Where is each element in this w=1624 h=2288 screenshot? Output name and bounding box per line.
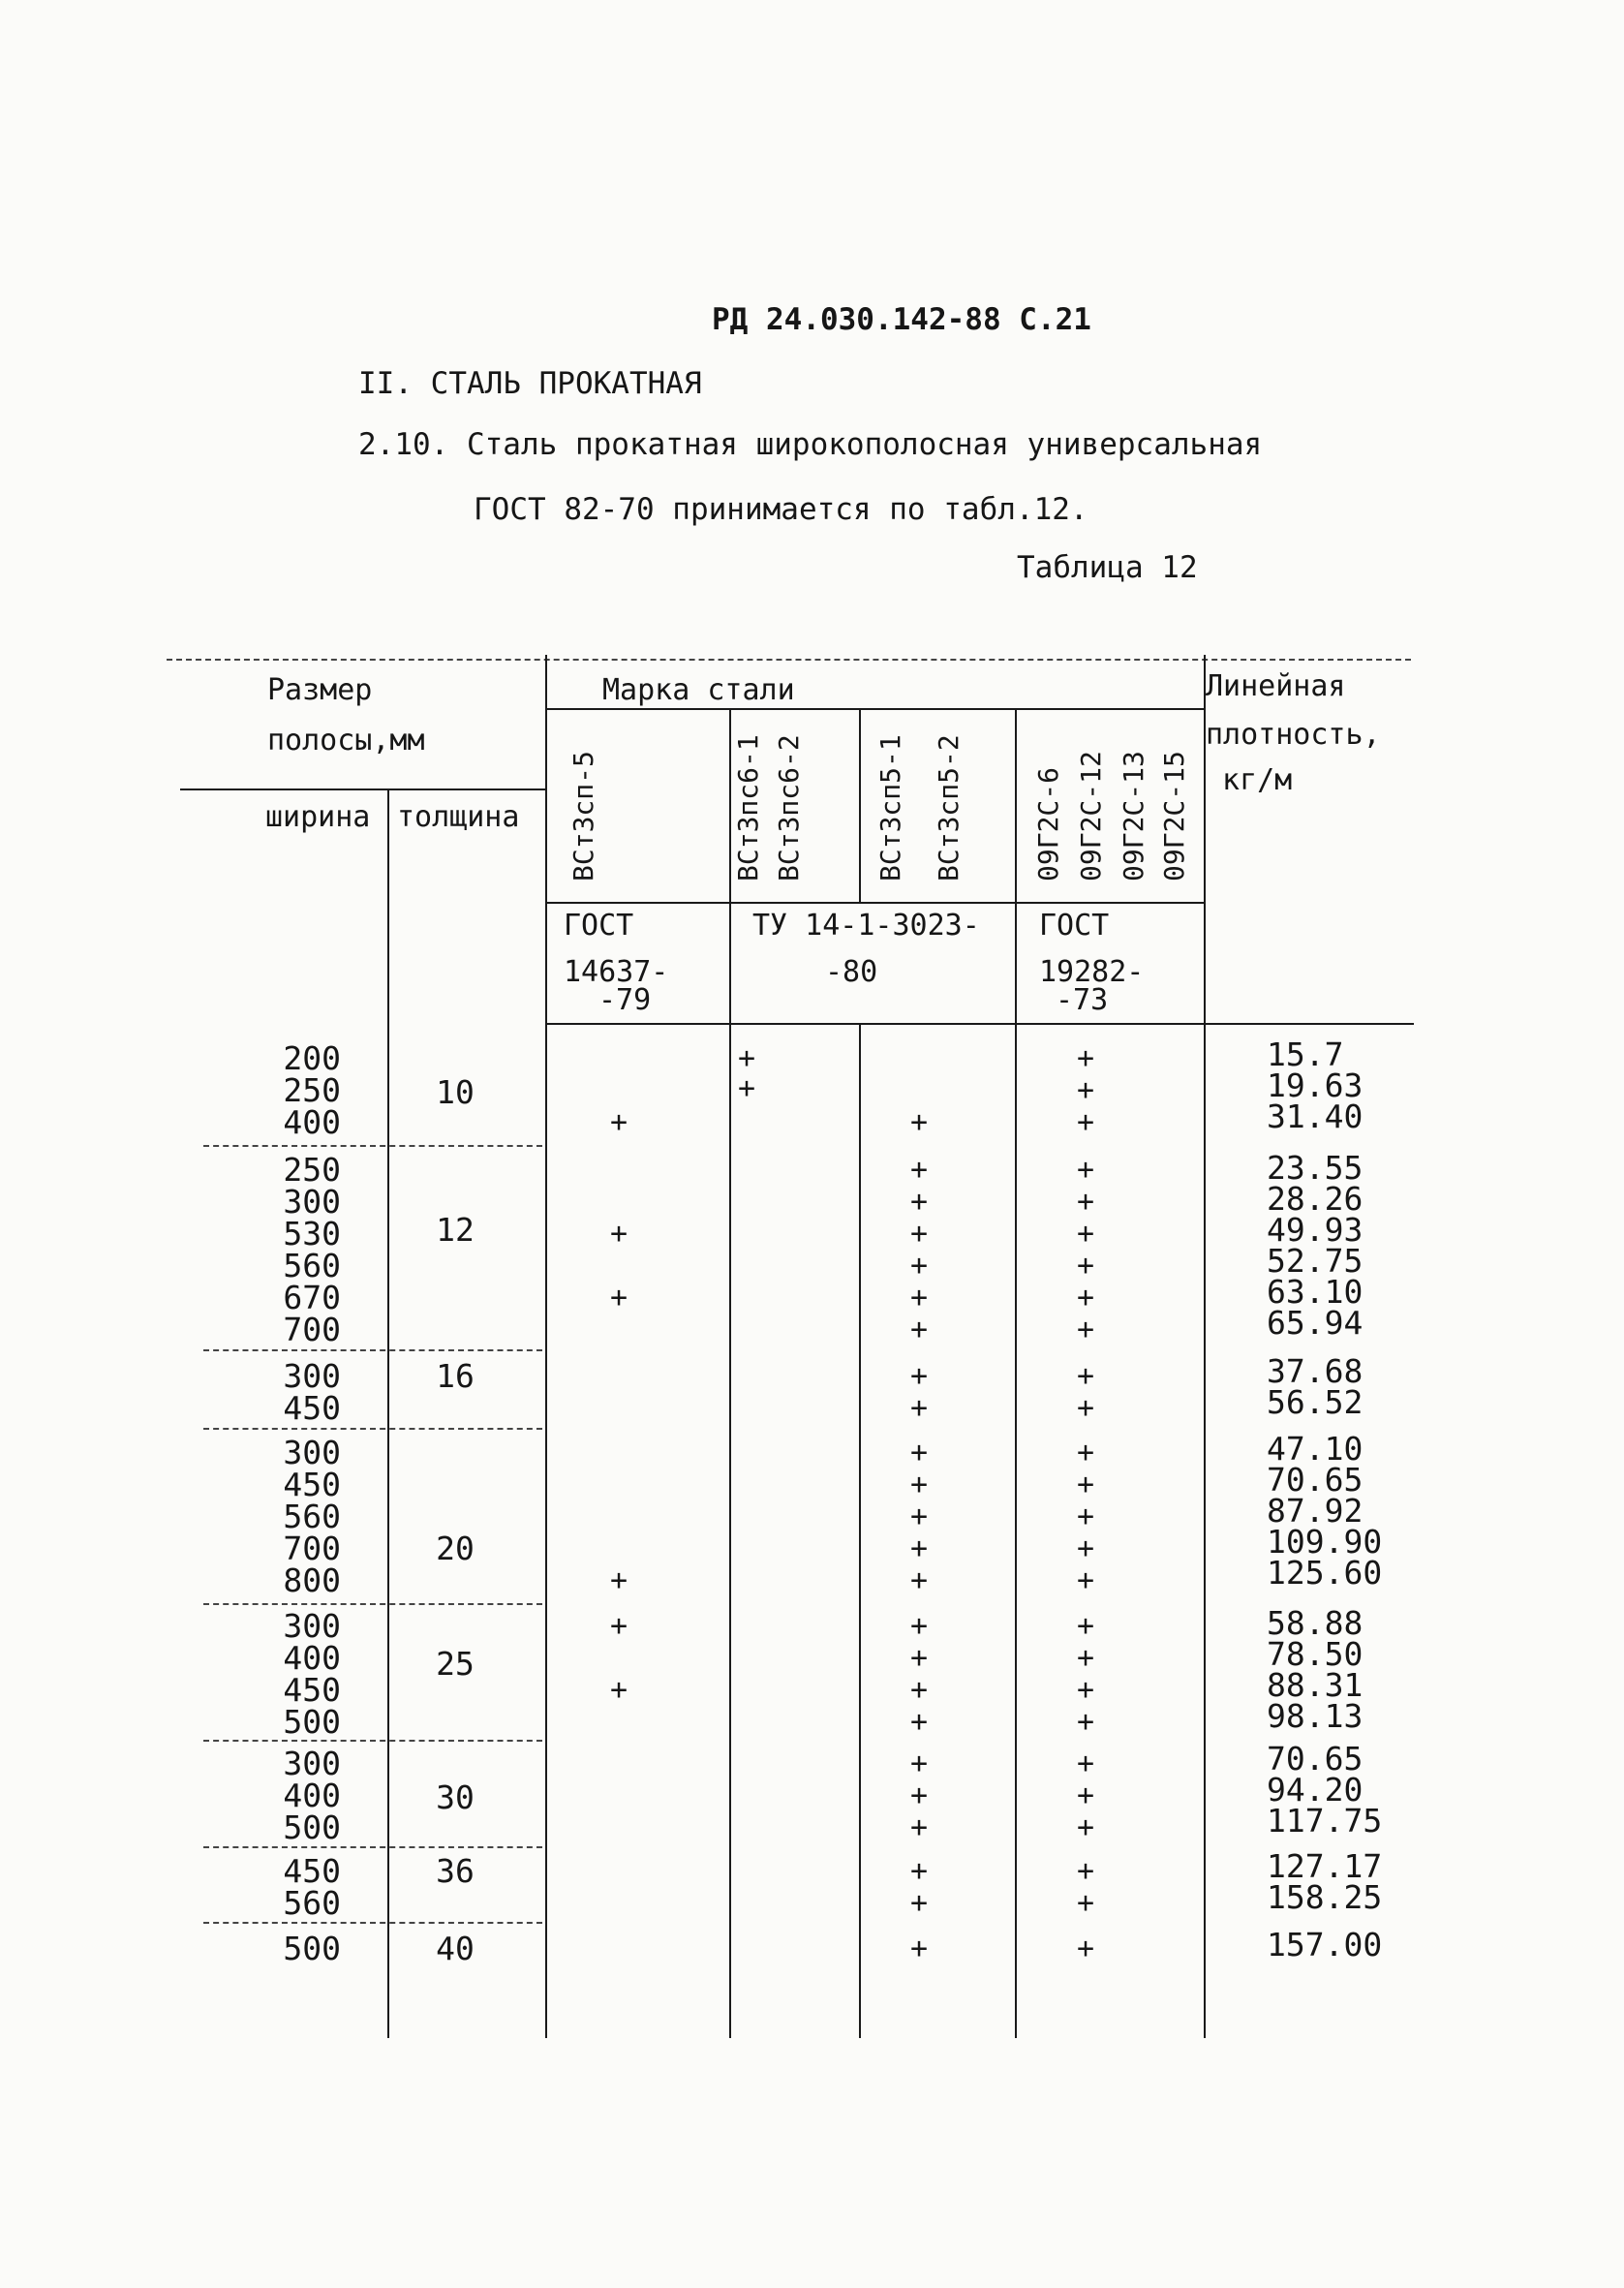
rule-under-grade-title — [545, 708, 1204, 710]
applicability-mark: + — [909, 1609, 929, 1643]
applicability-mark: + — [1076, 1854, 1095, 1888]
group-separator — [203, 1428, 542, 1430]
applicability-mark: + — [1076, 1217, 1095, 1251]
density-cell: 70.65 — [1267, 1740, 1364, 1778]
density-cell: 157.00 — [1267, 1926, 1383, 1963]
applicability-mark: + — [909, 1810, 929, 1844]
grade-label: 09Г2С-12 — [1075, 751, 1107, 881]
rule-grade-col-3 — [1015, 708, 1017, 1025]
applicability-mark: + — [909, 1854, 929, 1888]
applicability-mark: + — [1076, 1932, 1095, 1965]
standard-tu-14-1-3023: ТУ 14-1-3023- — [752, 909, 980, 943]
width-cell: 700 — [283, 1530, 341, 1567]
applicability-mark: + — [1076, 1886, 1095, 1920]
applicability-mark: + — [1076, 1500, 1095, 1533]
thickness-cell: 10 — [436, 1073, 475, 1111]
applicability-mark: + — [1076, 1105, 1095, 1139]
density-cell: 117.75 — [1267, 1802, 1383, 1840]
density-header-line-3: кг/м — [1222, 763, 1293, 797]
density-cell: 109.90 — [1267, 1523, 1383, 1561]
rule-under-grades — [545, 902, 1204, 904]
applicability-mark: + — [909, 1217, 929, 1251]
width-cell: 530 — [283, 1215, 341, 1252]
thickness-cell: 25 — [436, 1645, 475, 1683]
paragraph-line-1: 2.10. Сталь прокатная широкополосная универсальная — [358, 427, 1263, 462]
thickness-cell: 36 — [436, 1852, 475, 1890]
density-cell: 56.52 — [1267, 1383, 1364, 1421]
density-cell: 78.50 — [1267, 1635, 1364, 1673]
grade-label: ВСт3пс6-2 — [773, 734, 805, 881]
applicability-mark: + — [909, 1105, 929, 1139]
group-separator — [203, 1922, 542, 1924]
density-cell: 28.26 — [1267, 1180, 1364, 1218]
applicability-mark: + — [909, 1705, 929, 1739]
rule-left-block-right — [545, 655, 547, 2038]
applicability-mark: + — [1076, 1359, 1095, 1393]
density-cell: 58.88 — [1267, 1604, 1364, 1642]
grade-label: ВСт3пс6-1 — [732, 734, 764, 881]
group-separator — [203, 1846, 542, 1848]
width-cell: 500 — [283, 1930, 341, 1967]
group-separator — [203, 1603, 542, 1605]
width-cell: 300 — [283, 1357, 341, 1395]
thickness-cell: 12 — [436, 1211, 475, 1249]
width-cell: 400 — [283, 1103, 341, 1141]
applicability-mark: + — [909, 1747, 929, 1780]
applicability-mark: + — [1076, 1531, 1095, 1565]
width-header: ширина — [265, 800, 371, 834]
applicability-mark: + — [909, 1886, 929, 1920]
applicability-mark: + — [1076, 1747, 1095, 1780]
width-cell: 450 — [283, 1671, 341, 1709]
applicability-mark: + — [1076, 1436, 1095, 1469]
grade-label: ВСт3сп5-2 — [933, 734, 965, 881]
width-cell: 300 — [283, 1183, 341, 1221]
applicability-mark: + — [909, 1436, 929, 1469]
applicability-mark: + — [1076, 1641, 1095, 1675]
applicability-mark: + — [609, 1217, 628, 1251]
width-cell: 670 — [283, 1279, 341, 1316]
rule-grade-col-1 — [729, 708, 731, 1025]
grade-label: ВСт3сп-5 — [567, 751, 599, 881]
applicability-mark: + — [909, 1249, 929, 1283]
applicability-mark: + — [1076, 1185, 1095, 1219]
standard-gost-19282: -73 — [1056, 983, 1109, 1017]
grade-header: Марка стали — [602, 673, 795, 707]
grade-label: ВСт3сп5-1 — [874, 734, 906, 881]
width-cell: 700 — [283, 1311, 341, 1348]
applicability-mark: + — [1076, 1073, 1095, 1107]
group-separator — [203, 1349, 542, 1351]
group-separator — [203, 1145, 542, 1147]
applicability-mark: + — [909, 1185, 929, 1219]
applicability-mark: + — [609, 1673, 628, 1707]
rule-under-size-title — [180, 788, 545, 790]
standard-tu-14-1-3023: -80 — [825, 955, 878, 989]
width-cell: 300 — [283, 1434, 341, 1471]
applicability-mark: + — [737, 1071, 756, 1105]
applicability-mark: + — [909, 1563, 929, 1597]
width-cell: 560 — [283, 1247, 341, 1284]
table-caption: Таблица 12 — [1017, 550, 1198, 585]
applicability-mark: + — [1076, 1249, 1095, 1283]
size-header-line-1: Размер — [267, 673, 373, 707]
applicability-mark: + — [1076, 1810, 1095, 1844]
applicability-mark: + — [909, 1531, 929, 1565]
applicability-mark: + — [909, 1359, 929, 1393]
density-cell: 19.63 — [1267, 1067, 1364, 1104]
width-cell: 500 — [283, 1809, 341, 1846]
standard-gost-14637: ГОСТ — [564, 909, 634, 943]
rule-grade-density — [1204, 655, 1206, 2038]
density-cell: 15.7 — [1267, 1036, 1344, 1073]
group-separator — [203, 1740, 542, 1742]
density-cell: 87.92 — [1267, 1492, 1364, 1530]
density-cell: 94.20 — [1267, 1771, 1364, 1809]
applicability-mark: + — [909, 1313, 929, 1346]
applicability-mark: + — [909, 1391, 929, 1425]
density-cell: 47.10 — [1267, 1430, 1364, 1468]
width-cell: 560 — [283, 1884, 341, 1922]
density-cell: 63.10 — [1267, 1273, 1364, 1311]
applicability-mark: + — [737, 1041, 756, 1075]
rule-grade-col-2 — [859, 708, 861, 902]
applicability-mark: + — [909, 1932, 929, 1965]
thickness-cell: 16 — [436, 1357, 475, 1395]
density-cell: 70.65 — [1267, 1461, 1364, 1499]
density-cell: 88.31 — [1267, 1666, 1364, 1704]
width-cell: 500 — [283, 1703, 341, 1741]
applicability-mark: + — [1076, 1041, 1095, 1075]
density-cell: 23.55 — [1267, 1149, 1364, 1187]
applicability-mark: + — [909, 1641, 929, 1675]
rule-width-thickness — [387, 790, 389, 2038]
width-cell: 400 — [283, 1639, 341, 1677]
section-title: II. СТАЛЬ ПРОКАТНАЯ — [358, 366, 702, 401]
grade-label: 09Г2С-6 — [1032, 766, 1064, 881]
density-header-line-2: плотность, — [1206, 718, 1381, 752]
density-cell: 37.68 — [1267, 1352, 1364, 1390]
width-cell: 450 — [283, 1389, 341, 1427]
applicability-mark: + — [1076, 1281, 1095, 1314]
density-cell: 158.25 — [1267, 1878, 1383, 1916]
width-cell: 200 — [283, 1039, 341, 1077]
width-cell: 560 — [283, 1498, 341, 1535]
density-cell: 127.17 — [1267, 1847, 1383, 1885]
thickness-cell: 30 — [436, 1778, 475, 1816]
rule-body-col-3 — [1015, 1025, 1017, 2038]
standard-gost-14637: 14637- — [564, 955, 669, 989]
width-cell: 400 — [283, 1777, 341, 1814]
density-cell: 65.94 — [1267, 1304, 1364, 1342]
document-reference: РД 24.030.142-88 С.21 — [712, 302, 1091, 337]
density-cell: 125.60 — [1267, 1554, 1383, 1592]
rule-under-standards — [545, 1023, 1414, 1025]
width-cell: 250 — [283, 1151, 341, 1189]
applicability-mark: + — [909, 1281, 929, 1314]
grade-label: 09Г2С-13 — [1118, 751, 1149, 881]
width-cell: 450 — [283, 1852, 341, 1890]
applicability-mark: + — [609, 1563, 628, 1597]
applicability-mark: + — [909, 1468, 929, 1501]
applicability-mark: + — [609, 1609, 628, 1643]
density-header-line-1: Линейная — [1206, 669, 1346, 703]
thickness-cell: 40 — [436, 1930, 475, 1967]
standard-gost-19282: 19282- — [1039, 955, 1145, 989]
width-cell: 300 — [283, 1745, 341, 1782]
applicability-mark: + — [909, 1778, 929, 1812]
applicability-mark: + — [1076, 1313, 1095, 1346]
width-cell: 300 — [283, 1607, 341, 1645]
applicability-mark: + — [1076, 1778, 1095, 1812]
rule-body-col-2 — [859, 1025, 861, 2038]
grade-label: 09Г2С-15 — [1158, 751, 1190, 881]
rule-body-col-1 — [729, 1025, 731, 2038]
width-cell: 800 — [283, 1561, 341, 1599]
table-top-rule — [167, 659, 1411, 661]
applicability-mark: + — [909, 1500, 929, 1533]
thickness-header: толщина — [397, 800, 520, 834]
density-cell: 98.13 — [1267, 1697, 1364, 1735]
standard-gost-19282: ГОСТ — [1039, 909, 1110, 943]
thickness-cell: 20 — [436, 1530, 475, 1567]
applicability-mark: + — [909, 1153, 929, 1187]
applicability-mark: + — [1076, 1673, 1095, 1707]
density-cell: 49.93 — [1267, 1211, 1364, 1249]
paragraph-line-2: ГОСТ 82-70 принимается по табл.12. — [474, 492, 1088, 527]
standard-gost-14637: -79 — [598, 983, 652, 1017]
applicability-mark: + — [609, 1281, 628, 1314]
applicability-mark: + — [1076, 1609, 1095, 1643]
applicability-mark: + — [1076, 1563, 1095, 1597]
width-cell: 450 — [283, 1466, 341, 1503]
applicability-mark: + — [1076, 1705, 1095, 1739]
applicability-mark: + — [1076, 1468, 1095, 1501]
width-cell: 250 — [283, 1071, 341, 1109]
applicability-mark: + — [1076, 1153, 1095, 1187]
applicability-mark: + — [609, 1105, 628, 1139]
applicability-mark: + — [1076, 1391, 1095, 1425]
size-header-line-2: полосы,мм — [267, 724, 425, 758]
density-cell: 52.75 — [1267, 1242, 1364, 1280]
applicability-mark: + — [909, 1673, 929, 1707]
density-cell: 31.40 — [1267, 1098, 1364, 1135]
